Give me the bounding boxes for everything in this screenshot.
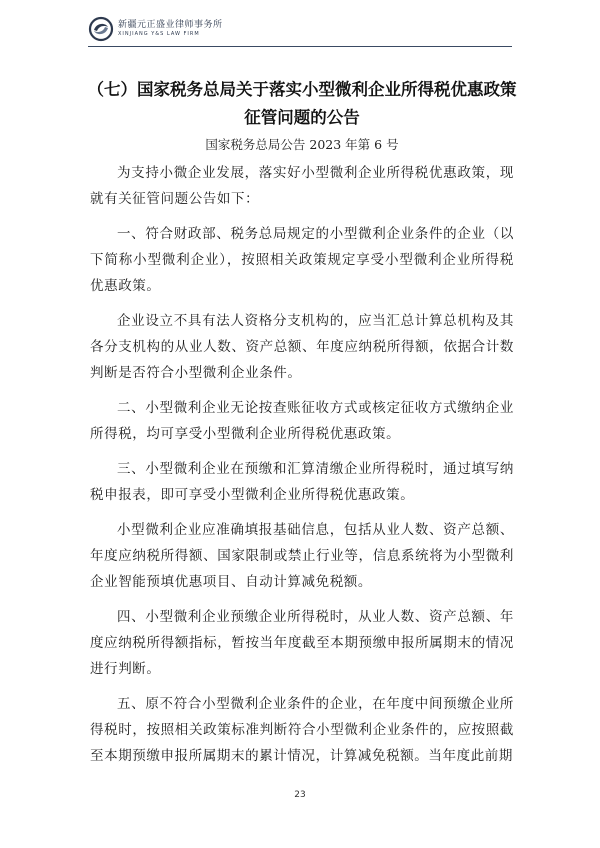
paragraph: 小型微利企业应准确填报基础信息，包括从业人数、资产总额、年度应纳税所得额、国家限制或禁止行业等，信息系统将为小型微利企业智能预填优惠项目、自动计算减免税额。 — [90, 522, 514, 590]
paragraph: 五、原不符合小型微利企业条件的企业，在年度中间预缴企业所得税时，按照相关政策标准判断符合小型微利企业条件的，应按照截至本期预缴申报所属期末的累计情况，计算减免税额。当年度此前期 — [90, 696, 514, 764]
firm-header — [88, 14, 223, 44]
document-number: 国家税务总局公告 2023 年第 6 号 — [205, 137, 399, 152]
firm-name-english: XINJIANG Y&S LAW FIRM — [118, 31, 200, 37]
paragraph: 三、小型微利企业在预缴和汇算清缴企业所得税时，通过填写纳税申报表，即可享受小型微利企业所得税优惠政策。 — [90, 461, 514, 503]
firm-name-block — [118, 20, 223, 38]
paragraph: 一、符合财政部、税务总局规定的小型微利企业条件的企业（以下简称小型微利企业），按照相关政策规定享受小型微利企业所得税优惠政策。 — [90, 226, 514, 294]
title-line-1: （七）国家税务总局关于落实小型微利企业所得税优惠政策 — [87, 80, 517, 99]
swirl-logo-icon — [88, 16, 114, 42]
header-divider — [88, 46, 512, 47]
paragraph: 四、小型微利企业预缴企业所得税时，从业人数、资产总额、年度应纳税所得额指标，暂按当年度截至本期预缴申报所属期末的情况进行判断。 — [90, 609, 514, 677]
document-title — [82, 76, 522, 132]
page-number: 23 — [294, 790, 306, 800]
title-line-2: 征管问题的公告 — [244, 108, 360, 127]
paragraph: 企业设立不具有法人资格分支机构的，应当汇总计算总机构及其各分支机构的从业人数、资产总额、年度应纳税所得额，依据合计数判断是否符合小型微利企业条件。 — [90, 313, 514, 381]
paragraph: 二、小型微利企业无论按查账征收方式或核定征收方式缴纳企业所得税，均可享受小型微利企业所得税优惠政策。 — [90, 400, 514, 442]
firm-name: 新疆元正盛业律师事务所 — [118, 20, 223, 30]
document-body — [90, 160, 514, 769]
paragraph: 为支持小微企业发展，落实好小型微利企业所得税优惠政策，现就有关征管问题公告如下： — [90, 165, 514, 207]
